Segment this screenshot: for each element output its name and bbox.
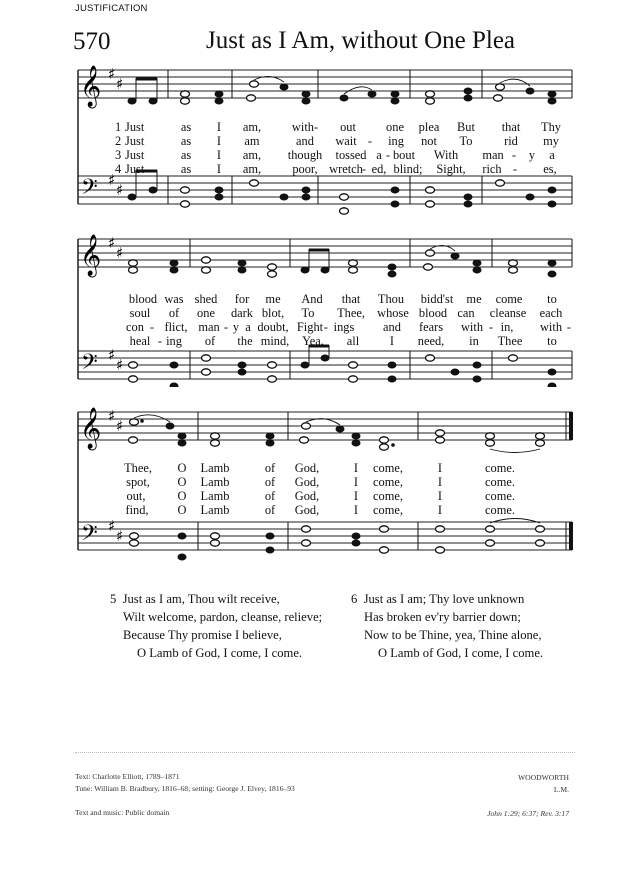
lyric-syllable: es,: [543, 162, 557, 176]
lyric-syllable: -: [323, 320, 329, 334]
lyric-syllable: -: [566, 320, 572, 334]
lyric-syllable: doubt,: [257, 320, 289, 334]
lyric-syllable: one: [197, 306, 215, 320]
lyric-line: [0, 503, 640, 517]
lyric-syllable: am,: [242, 120, 262, 134]
lyric-syllable: bout: [392, 148, 416, 162]
lyric-syllable: -: [512, 162, 518, 176]
svg-text:♯: ♯: [116, 244, 124, 262]
lyric-syllable: dark: [230, 306, 254, 320]
lyric-syllable: me: [265, 292, 281, 306]
lyric-syllable: a: [549, 148, 555, 162]
verse-number: 4: [115, 162, 122, 176]
lyric-syllable: man: [482, 148, 504, 162]
verse-number: 1: [115, 120, 122, 134]
lyric-syllable: Thee,: [337, 306, 365, 320]
lyric-syllable: Lamb: [200, 475, 230, 489]
lyric-line: [0, 475, 640, 489]
lyric-syllable: all: [346, 334, 360, 348]
lyric-syllable: poor,: [292, 162, 318, 176]
lyric-line: [0, 306, 640, 320]
lyric-syllable: O: [177, 475, 187, 489]
lyric-syllable: come.: [485, 475, 515, 489]
lyric-syllable: with: [539, 320, 563, 334]
stanza-number: 5: [110, 592, 117, 606]
lyric-syllable: And: [301, 292, 323, 306]
lyric-syllable: wait: [335, 134, 357, 148]
svg-text:♯: ♯: [108, 517, 116, 535]
lyric-syllable: -: [511, 148, 517, 162]
stanza-line: O Lamb of God, I come, I come.: [137, 646, 303, 660]
svg-text:♯: ♯: [108, 234, 116, 252]
lyric-syllable: Thee: [497, 334, 523, 348]
lyric-syllable: I: [437, 461, 443, 475]
lyric-syllable: shed: [194, 292, 218, 306]
lyric-syllable: Thee,: [124, 461, 152, 475]
lyric-syllable: Yea,: [302, 334, 324, 348]
lyric-line: [0, 162, 640, 176]
lyric-syllable: soul: [129, 306, 151, 320]
lyric-syllable: to: [547, 292, 557, 306]
svg-text:♯: ♯: [116, 181, 124, 199]
lyric-syllable: am,: [242, 162, 262, 176]
lyric-syllable: God,: [294, 489, 320, 503]
lyric-syllable: blot,: [261, 306, 285, 320]
lyric-syllable: ing: [388, 134, 404, 148]
lyric-syllable: -: [223, 320, 229, 334]
svg-text:♯: ♯: [108, 346, 116, 364]
lyric-syllable: But: [457, 120, 475, 134]
bass-clef-icon: 𝄢: [81, 350, 98, 380]
hymn-title: Just as I Am, without One Plea: [206, 27, 516, 54]
lyric-syllable: Just: [125, 162, 145, 176]
lyric-syllable: O: [177, 503, 187, 517]
svg-text:♯: ♯: [116, 356, 124, 374]
bass-clef-icon: 𝄢: [81, 521, 98, 551]
lyric-syllable: blind;: [393, 162, 423, 176]
lyric-syllable: Just: [125, 120, 145, 134]
lyric-syllable: can: [457, 306, 475, 320]
lyric-syllable: as: [180, 148, 192, 162]
tune-credit: Tune: William B. Bradbury, 1816–68; setting: George J. Elvey, 1816–93: [75, 784, 295, 793]
lyric-syllable: O: [177, 461, 187, 475]
lyric-syllable: I: [216, 134, 222, 148]
lyric-syllable: -: [157, 334, 163, 348]
lyric-syllable: ing: [166, 334, 182, 348]
lyric-syllable: flict,: [164, 320, 188, 334]
lyric-syllable: need,: [417, 334, 445, 348]
lyric-syllable: O: [177, 489, 187, 503]
lyric-syllable: blood: [418, 306, 448, 320]
svg-text:♯: ♯: [116, 417, 124, 435]
lyric-syllable: Just: [125, 148, 145, 162]
lyric-line: [0, 148, 640, 162]
lyric-syllable: God,: [294, 503, 320, 517]
lyric-syllable: find,: [125, 503, 149, 517]
lyric-syllable: wretch: [329, 162, 363, 176]
stanza-line: Because Thy promise I believe,: [123, 628, 282, 642]
section-heading: JUSTIFICATION: [75, 3, 148, 14]
svg-text:♯: ♯: [116, 75, 124, 93]
lyric-syllable: fears: [418, 320, 444, 334]
svg-text:♯: ♯: [116, 527, 124, 545]
copyright-notice: Text and music: Public domain: [75, 808, 170, 817]
lyric-line: [0, 334, 640, 348]
lyric-syllable: -: [367, 134, 373, 148]
lyric-syllable: come,: [373, 503, 403, 517]
lyric-syllable: I: [353, 461, 359, 475]
lyric-syllable: y: [232, 320, 240, 334]
lyric-syllable: Lamb: [200, 503, 230, 517]
lyric-syllable: I: [216, 148, 222, 162]
key-signature-sharp-icon: ♯: [108, 65, 116, 83]
lyric-syllable: I: [353, 475, 359, 489]
bass-notes-1: [128, 170, 556, 214]
lyric-syllable: whose: [377, 306, 409, 320]
lyric-syllable: in: [469, 334, 479, 348]
lyric-syllable: Thou: [377, 292, 405, 306]
lyric-syllable: con: [126, 320, 144, 334]
lyric-syllable: plea: [418, 120, 440, 134]
lyric-syllable: I: [389, 334, 395, 348]
lyric-syllable: -: [385, 148, 391, 162]
text-credit: Text: Charlotte Elliott, 1789–1871: [75, 772, 180, 781]
lyric-syllable: come,: [373, 489, 403, 503]
lyric-syllable: out: [340, 120, 356, 134]
lyric-syllable: Thy: [541, 120, 561, 134]
lyric-syllable: blood: [128, 292, 158, 306]
lyric-line: [0, 120, 640, 134]
lyric-syllable: spot,: [126, 475, 150, 489]
treble-clef-icon: 𝄞: [80, 408, 102, 449]
lyric-syllable: of: [168, 306, 180, 320]
stanza-5: [110, 590, 322, 662]
lyric-syllable: of: [264, 461, 276, 475]
lyric-syllable: am: [244, 134, 260, 148]
lyric-syllable: as: [180, 134, 192, 148]
stanza-number: 6: [351, 592, 358, 606]
lyric-syllable: the: [237, 334, 253, 348]
stanza-6: [351, 590, 543, 662]
stanza-line: O Lamb of God, I come, I come.: [378, 646, 544, 660]
lyric-syllable: of: [264, 503, 276, 517]
lyric-syllable: of: [264, 475, 276, 489]
lyric-syllable: come.: [485, 489, 515, 503]
lyric-syllable: -: [488, 320, 494, 334]
lyric-syllable: I: [353, 489, 359, 503]
lyric-syllable: with: [460, 320, 484, 334]
scripture-reference: John 1:29; 6:37; Rev. 3:17: [487, 809, 569, 818]
treble-clef-icon: 𝄞: [80, 235, 102, 276]
treble-clef-icon: 𝄞: [80, 66, 102, 107]
lyric-syllable: y: [528, 148, 536, 162]
bass-clef-icon: 𝄢: [81, 175, 98, 205]
svg-text:♯: ♯: [108, 171, 116, 189]
lyric-syllable: I: [216, 120, 222, 134]
lyric-syllable: come,: [373, 461, 403, 475]
lyric-syllable: come.: [485, 503, 515, 517]
lyric-syllable: out,: [126, 489, 146, 503]
lyric-syllable: am,: [242, 148, 262, 162]
lyric-syllable: Lamb: [200, 461, 230, 475]
hymn-number: 570: [73, 28, 111, 55]
lyric-syllable: me: [466, 292, 482, 306]
lyric-syllable: come: [495, 292, 523, 306]
divider: [75, 752, 575, 753]
lyric-syllable: I: [437, 475, 443, 489]
lyric-syllable: as: [180, 120, 192, 134]
lyric-syllable: come,: [373, 475, 403, 489]
verse-number: 3: [115, 148, 122, 162]
lyric-syllable: To: [459, 134, 473, 148]
lyric-syllable: a: [245, 320, 251, 334]
lyric-syllable: I: [216, 162, 222, 176]
lyric-syllable: of: [204, 334, 216, 348]
lyric-line: [0, 134, 640, 148]
lyric-syllable: though: [287, 148, 323, 162]
lyric-syllable: of: [264, 489, 276, 503]
lyric-syllable: not: [421, 134, 437, 148]
lyric-syllable: I: [437, 503, 443, 517]
lyric-syllable: and: [296, 134, 314, 148]
stanza-line: Has broken ev'ry barrier down;: [364, 610, 521, 624]
stanza-line: Just as I am, Thou wilt receive,: [122, 592, 280, 606]
meter: L.M.: [553, 785, 569, 794]
lyric-syllable: Just: [125, 134, 145, 148]
lyric-syllable: ings: [333, 320, 355, 334]
lyric-syllable: ed,: [371, 162, 387, 176]
lyric-syllable: as: [180, 162, 192, 176]
lyric-syllable: rid: [504, 134, 518, 148]
lyric-syllable: my: [543, 134, 559, 148]
lyric-syllable: each: [539, 306, 563, 320]
lyric-syllable: was: [164, 292, 184, 306]
lyric-syllable: heal: [129, 334, 151, 348]
lyric-syllable: I: [437, 489, 443, 503]
lyric-syllable: and: [383, 320, 401, 334]
lyric-syllable: God,: [294, 475, 320, 489]
lyric-syllable: Lamb: [200, 489, 230, 503]
lyric-syllable: Fight: [296, 320, 324, 334]
lyric-syllable: With: [433, 148, 459, 162]
lyric-syllable: cleanse: [489, 306, 527, 320]
lyric-line: [0, 489, 640, 503]
stanza-line: Just as I am; Thy love unknown: [363, 592, 525, 606]
stanza-line: Wilt welcome, pardon, cleanse, relieve;: [123, 610, 323, 624]
lyric-syllable: God,: [294, 461, 320, 475]
lyric-syllable: one: [386, 120, 404, 134]
lyric-syllable: come.: [485, 461, 515, 475]
lyric-syllable: mind,: [260, 334, 290, 348]
lyric-syllable: to: [547, 334, 557, 348]
lyric-syllable: tossed: [335, 148, 367, 162]
verse-number: 2: [115, 134, 122, 148]
lyric-line: [0, 461, 640, 475]
stanza-line: Now to be Thine, yea, Thine alone,: [364, 628, 542, 642]
lyric-line: [0, 292, 640, 306]
lyric-syllable: To: [301, 306, 315, 320]
lyric-syllable: Sight,: [436, 162, 466, 176]
lyric-syllable: with-: [291, 120, 319, 134]
svg-text:♯: ♯: [108, 407, 116, 425]
lyric-syllable: bidd'st: [420, 292, 454, 306]
lyric-line: [0, 320, 640, 334]
lyric-syllable: for: [234, 292, 250, 306]
lyric-syllable: rich: [482, 162, 502, 176]
lyric-syllable: in,: [500, 320, 514, 334]
lyric-syllable: -: [149, 320, 155, 334]
lyric-syllable: that: [341, 292, 361, 306]
lyric-syllable: -: [361, 162, 367, 176]
lyric-syllable: man: [198, 320, 220, 334]
lyric-syllable: a: [376, 148, 382, 162]
lyric-syllable: I: [353, 503, 359, 517]
lyric-syllable: that: [501, 120, 521, 134]
tune-name: WOODWORTH: [517, 773, 569, 782]
